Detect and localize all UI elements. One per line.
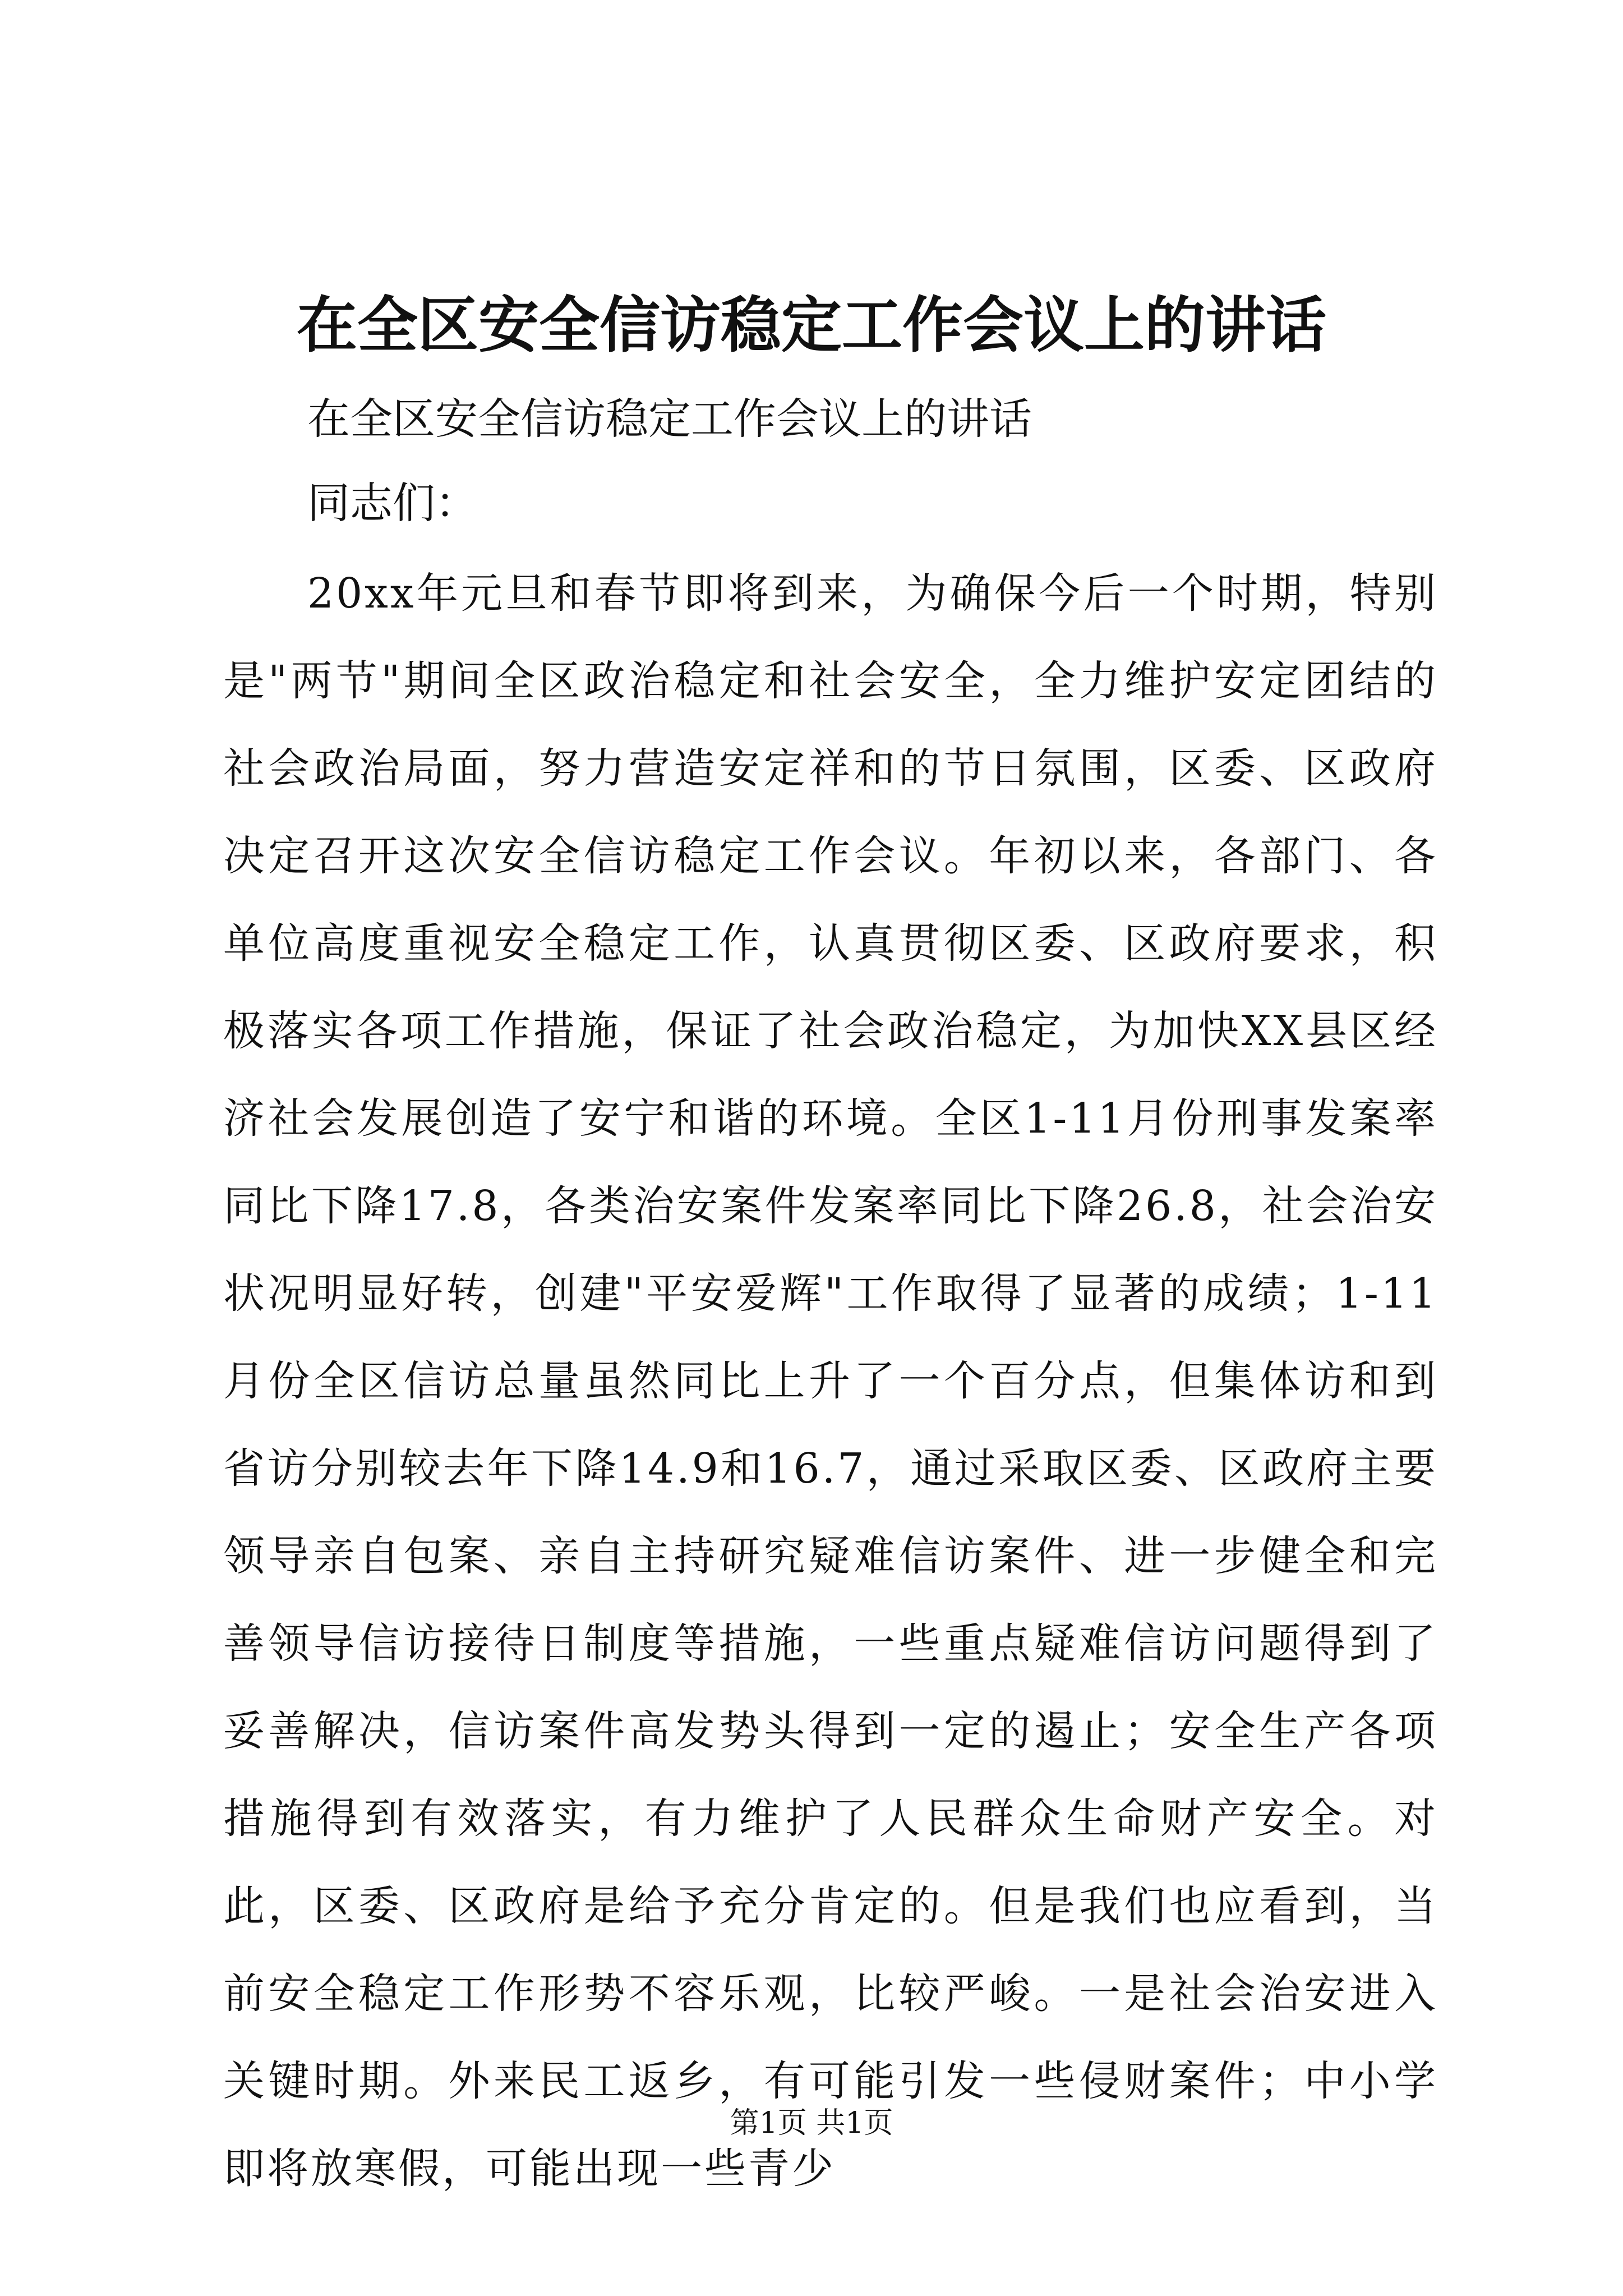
salutation: 同志们： — [307, 478, 478, 528]
document-subtitle: 在全区安全信访稳定工作会议上的讲话 — [307, 394, 1032, 444]
page-number-footer: 第1页 共1页 — [730, 2106, 893, 2140]
body-paragraph: 20xx年元旦和春节即将到来，为确保今后一个时期，特别是"两节"期间全区政治稳定和社会安全，全力维护安定团结的社会政治局面，努力营造安定祥和的节日氛围，区委、区政府决定召开这次安全信访稳定工作会议。年初以来，各部门、各单位高度重视安全稳定工作，认真贯彻区委、区政府要求，积极落实各项工作措施，保证了社会政治稳定，为加快XX县区经济社会发展创造了安宁和谐的环境。全区1-11月份刑事发案率同比下降17.8，各类治安案件发案率同比下降26.8，社会治安状况明显好转，创建"平安爱辉"工作取得了显著的成绩；1-11月份全区信访总量虽然同比上升了一个百分点，但集体访和到省访分别较去年下降14.9和16.7，通过采取区委、区政府主要领导亲自包案、亲自主持研究疑难信访案件、进一步健全和完善领导信访接待日制度等措施，一些重点疑难信访问题得到了妥善解决，信访案件高发势头得到一定的遏止；安全生产各项措施得到有效落实，有力维护了人民群众生命财产安全。对此，区委、区政府是给予充分肯定的。但是我们也应看到，当前安全稳定工作形势不容乐观，比较严峻。一是社会治安进入关键时期。外来民工返乡，有可能引发一些侵财案件；中小学即将放寒假，可能出现一些青少 — [223, 569, 1438, 2193]
document-title: 在全区安全信访稳定工作会议上的讲话 — [296, 290, 1326, 361]
